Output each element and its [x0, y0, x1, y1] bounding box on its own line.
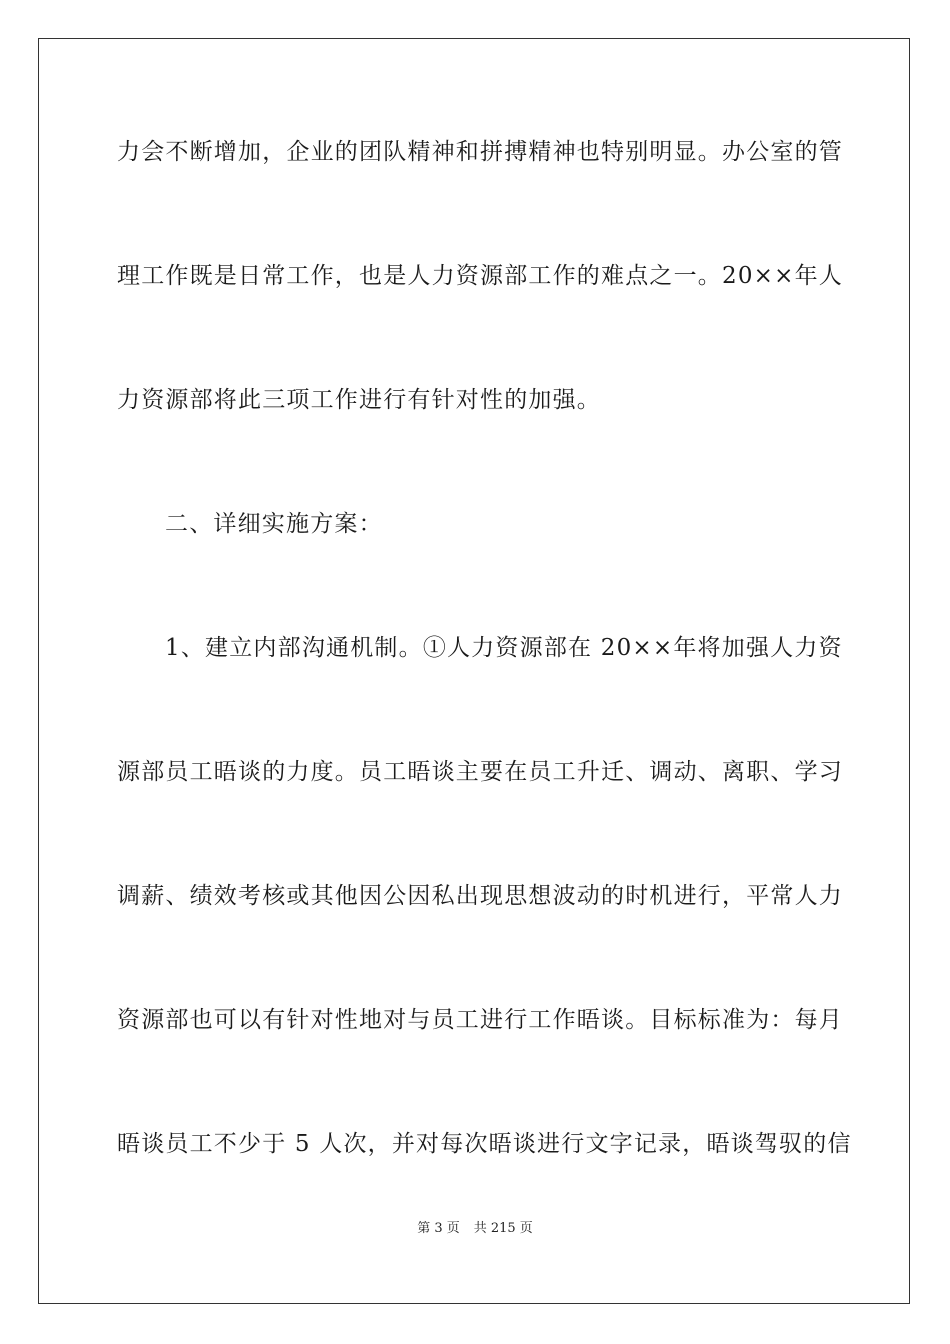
- text-line: 1、建立内部沟通机制。①人力资源部在 20××年将加强人力资: [165, 635, 843, 661]
- page-border: [38, 38, 910, 1304]
- page-number: 第 3 页: [417, 1221, 460, 1236]
- page-footer: [0, 1221, 950, 1237]
- page-total: 共 215 页: [473, 1221, 533, 1236]
- text-line: 源部员工晤谈的力度。员工晤谈主要在员工升迁、调动、离职、学习: [117, 759, 843, 785]
- text-line: 晤谈员工不少于 5 人次，并对每次晤谈进行文字记录，晤谈驾驭的信: [117, 1131, 852, 1157]
- text-line: 力资源部将此三项工作进行有针对性的加强。: [117, 387, 601, 413]
- section-heading: 二、详细实施方案：: [165, 511, 383, 537]
- text-line: 力会不断增加，企业的团队精神和拼搏精神也特别明显。办公室的管: [117, 139, 843, 165]
- text-line: 资源部也可以有针对性地对与员工进行工作晤谈。目标标准为：每月: [117, 1007, 843, 1033]
- text-line: 调薪、绩效考核或其他因公因私出现思想波动的时机进行，平常人力: [117, 883, 843, 909]
- text-line: 理工作既是日常工作，也是人力资源部工作的难点之一。20××年人: [117, 263, 844, 289]
